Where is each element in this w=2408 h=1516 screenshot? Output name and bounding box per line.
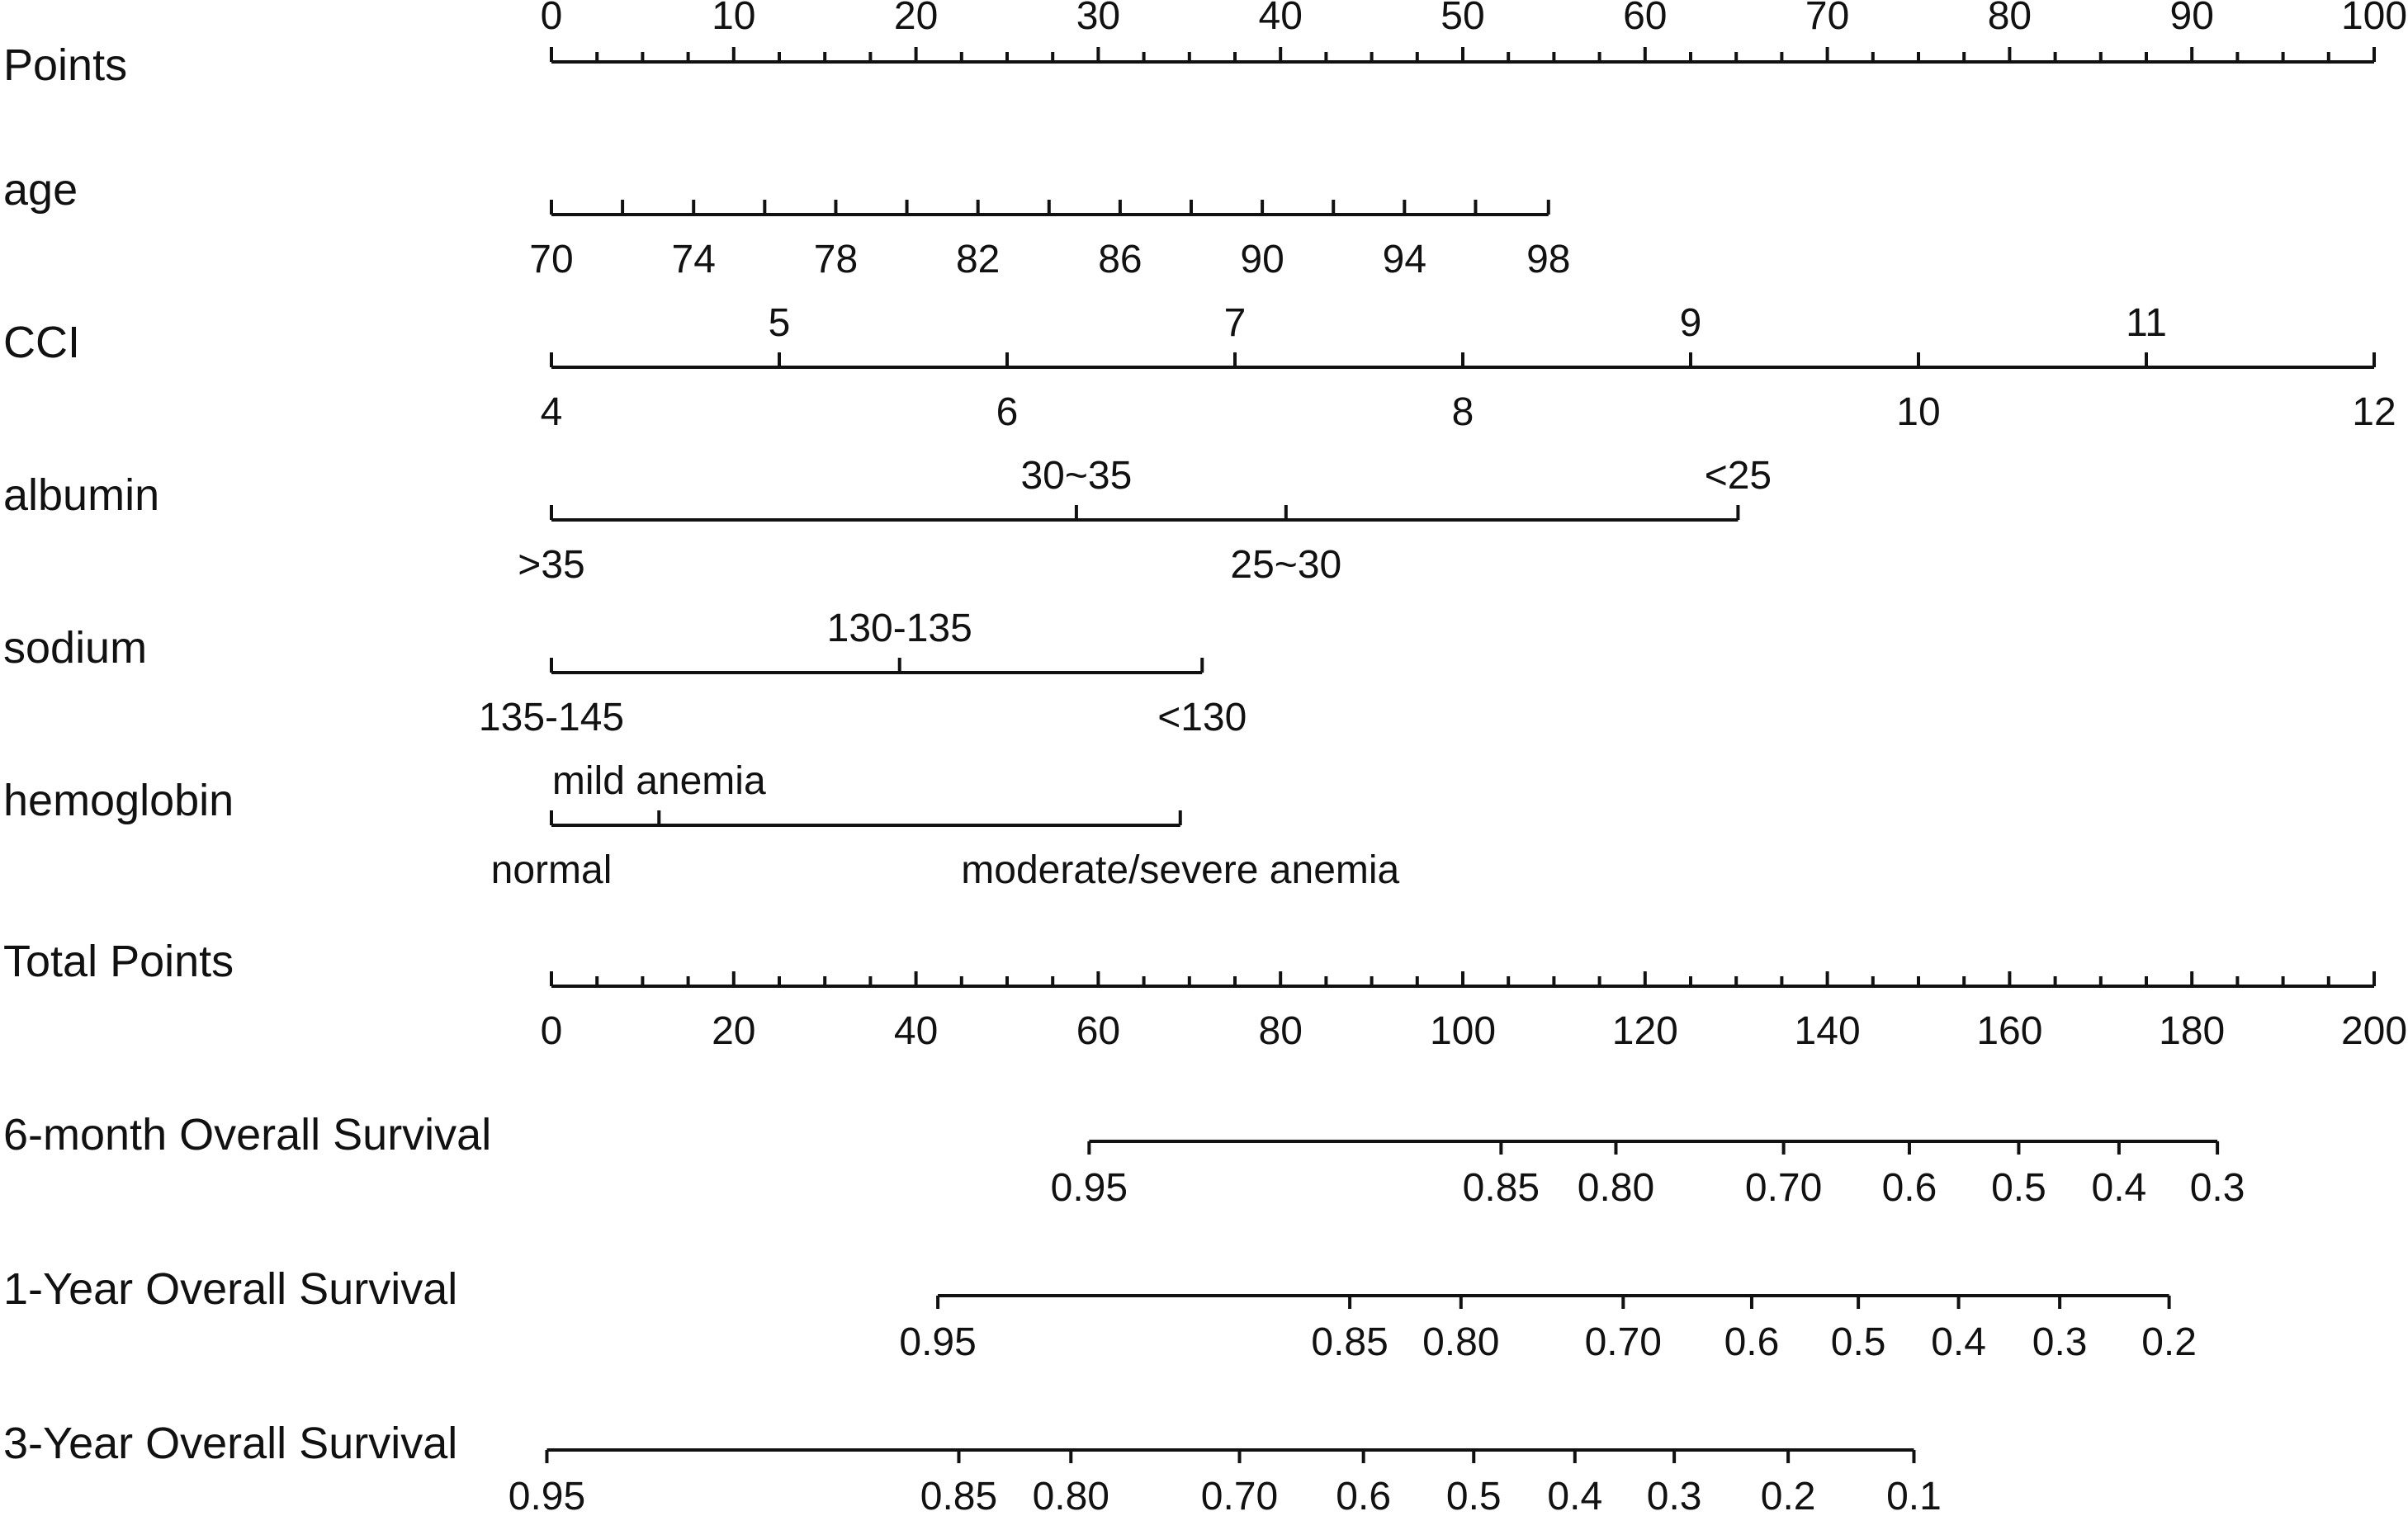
points-tick-label: 30 xyxy=(1076,0,1121,38)
cci-tick-label: 12 xyxy=(2352,390,2396,434)
6-month-overall-survival-label: 6-month Overall Survival xyxy=(3,1110,492,1159)
cci-tick-label: 7 xyxy=(1223,301,1247,345)
3-year-overall-survival-tick-label: 0.5 xyxy=(1445,1475,1502,1516)
age-label: age xyxy=(3,165,78,215)
sodium-tick-label: 135-145 xyxy=(478,696,625,739)
3-year-overall-survival-tick-label: 0.95 xyxy=(508,1475,586,1516)
sodium-tick-label: 130-135 xyxy=(826,607,972,650)
albumin-tick-label: 25~30 xyxy=(1230,543,1342,587)
total-points-tick-label: 80 xyxy=(1258,1009,1303,1053)
1-year-overall-survival-tick-label: 0.85 xyxy=(1311,1320,1389,1364)
points-tick-label: 10 xyxy=(712,0,756,38)
total-points-tick-label: 40 xyxy=(893,1009,939,1053)
6-month-overall-survival-tick-label: 0.4 xyxy=(2091,1166,2147,1210)
points-tick-label: 50 xyxy=(1441,0,1485,38)
1-year-overall-survival-tick-label: 0.95 xyxy=(899,1320,977,1364)
1-year-overall-survival-tick-label: 0.70 xyxy=(1584,1320,1663,1364)
points-tick-label: 40 xyxy=(1258,0,1303,38)
total-points-tick-label: 200 xyxy=(2340,1009,2408,1053)
3-year-overall-survival-tick-label: 0.85 xyxy=(920,1475,998,1516)
6-month-overall-survival-tick-label: 0.85 xyxy=(1462,1166,1540,1210)
albumin-tick-label: 30~35 xyxy=(1020,454,1133,498)
3-year-overall-survival-tick-label: 0.4 xyxy=(1547,1475,1603,1516)
3-year-overall-survival-tick-label: 0.80 xyxy=(1032,1475,1109,1516)
hemoglobin-tick-label: mild anemia xyxy=(551,759,766,803)
sodium-label: sodium xyxy=(3,623,148,673)
total-points-tick-label: 160 xyxy=(1976,1009,2043,1053)
3-year-overall-survival-label: 3-Year Overall Survival xyxy=(3,1419,458,1468)
age-tick-label: 94 xyxy=(1382,238,1427,281)
cci-tick-label: 8 xyxy=(1451,390,1474,434)
total-points-tick-label: 120 xyxy=(1611,1009,1678,1053)
age-tick-label: 90 xyxy=(1240,238,1284,281)
points-tick-label: 20 xyxy=(893,0,939,38)
total-points-tick-label: 140 xyxy=(1794,1009,1861,1053)
albumin-tick-label: >35 xyxy=(518,543,585,587)
6-month-overall-survival-tick-label: 0.95 xyxy=(1050,1166,1128,1210)
points-tick-label: 100 xyxy=(2340,0,2408,38)
1-year-overall-survival-tick-label: 0.2 xyxy=(2141,1320,2197,1364)
total-points-tick-label: 180 xyxy=(2159,1009,2226,1053)
age-tick-label: 98 xyxy=(1526,238,1571,281)
points-tick-label: 60 xyxy=(1623,0,1668,38)
total-points-tick-label: 0 xyxy=(540,1009,563,1053)
hemoglobin-tick-label: moderate/severe anemia xyxy=(961,848,1400,892)
3-year-overall-survival-tick-label: 0.2 xyxy=(1760,1475,1816,1516)
total-points-tick-label: 60 xyxy=(1076,1009,1121,1053)
points-scale-label: Points xyxy=(3,40,128,90)
6-month-overall-survival-tick-label: 0.3 xyxy=(2189,1166,2245,1210)
age-tick-label: 74 xyxy=(671,238,716,281)
albumin-label: albumin xyxy=(3,470,160,520)
3-year-overall-survival-tick-label: 0.1 xyxy=(1886,1475,1942,1516)
points-tick-label: 70 xyxy=(1805,0,1850,38)
6-month-overall-survival-tick-label: 0.80 xyxy=(1577,1166,1655,1210)
1-year-overall-survival-tick-label: 0.6 xyxy=(1724,1320,1780,1364)
1-year-overall-survival-tick-label: 0.4 xyxy=(1931,1320,1986,1364)
1-year-overall-survival-tick-label: 0.5 xyxy=(1830,1320,1886,1364)
3-year-overall-survival-tick-label: 0.6 xyxy=(1336,1475,1392,1516)
1-year-overall-survival-tick-label: 0.80 xyxy=(1422,1320,1500,1364)
cci-tick-label: 9 xyxy=(1679,301,1702,345)
age-tick-label: 86 xyxy=(1098,238,1142,281)
hemoglobin-label: hemoglobin xyxy=(3,776,234,825)
cci-tick-label: 10 xyxy=(1896,390,1941,434)
cci-tick-label: 11 xyxy=(2126,301,2167,345)
age-tick-label: 70 xyxy=(529,238,574,281)
points-tick-label: 0 xyxy=(540,0,563,38)
points-tick-label: 80 xyxy=(1987,0,2032,38)
points-tick-label: 90 xyxy=(2169,0,2214,38)
albumin-tick-label: <25 xyxy=(1704,454,1772,498)
3-year-overall-survival-tick-label: 0.70 xyxy=(1200,1475,1279,1516)
hemoglobin-tick-label: normal xyxy=(490,848,613,892)
6-month-overall-survival-tick-label: 0.5 xyxy=(1991,1166,2046,1210)
3-year-overall-survival-tick-label: 0.3 xyxy=(1646,1475,1702,1516)
6-month-overall-survival-tick-label: 0.70 xyxy=(1744,1166,1823,1210)
sodium-tick-label: <130 xyxy=(1157,696,1247,739)
total-points-tick-label: 20 xyxy=(712,1009,756,1053)
cci-label: CCI xyxy=(3,318,80,367)
1-year-overall-survival-label: 1-Year Overall Survival xyxy=(3,1264,458,1314)
cci-tick-label: 6 xyxy=(996,390,1019,434)
6-month-overall-survival-tick-label: 0.6 xyxy=(1881,1166,1937,1210)
total-points-tick-label: 100 xyxy=(1429,1009,1497,1053)
total-points-label: Total Points xyxy=(3,937,234,986)
age-tick-label: 78 xyxy=(813,238,859,281)
age-tick-label: 82 xyxy=(955,238,1001,281)
cci-tick-label: 5 xyxy=(768,301,791,345)
cci-tick-label: 4 xyxy=(540,390,563,434)
1-year-overall-survival-tick-label: 0.3 xyxy=(2032,1320,2088,1364)
